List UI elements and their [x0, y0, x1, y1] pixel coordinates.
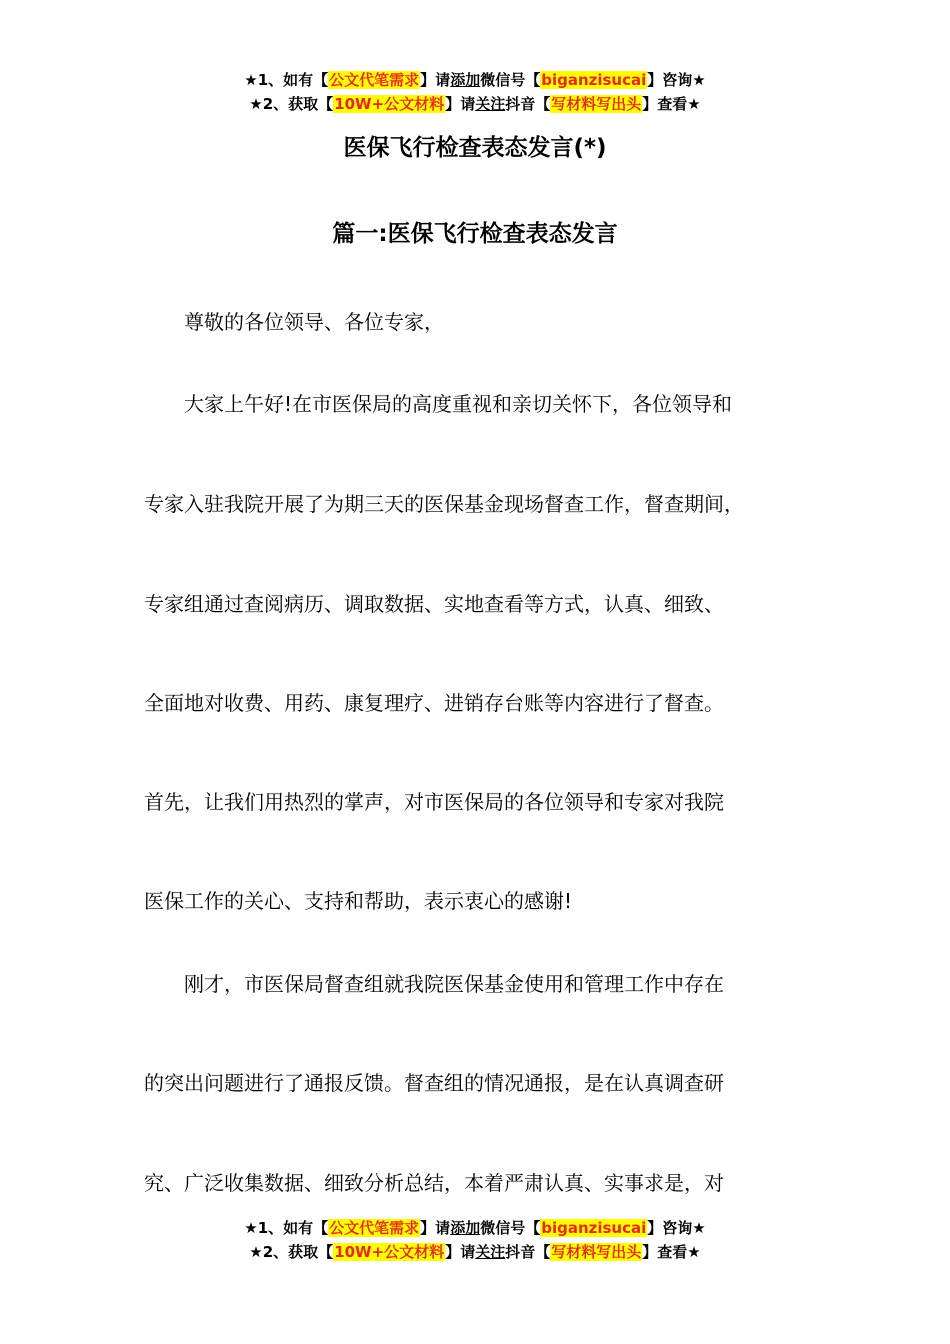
add-underlined: 添加 [450, 1219, 481, 1237]
banner-line-2: ★2、获取【10W+公文材料】请关注抖音【写材料写出头】查看★ [249, 1243, 701, 1261]
service-highlight: 公文代笔需求 [329, 1219, 420, 1237]
wechat-id-highlight: biganzisucai [541, 71, 647, 89]
materials-highlight: 10W+公文材料 [334, 1243, 445, 1261]
footer-banner [0, 1216, 950, 1264]
banner-line-1: ★1、如有【公文代笔需求】请添加微信号【biganzisucai】咨询★ [244, 1219, 706, 1237]
body-line: 专家组通过查阅病历、调取数据、实地查看等方式，认真、细致、 [144, 592, 724, 616]
body-line: 尊敬的各位领导、各位专家， [144, 310, 444, 334]
follow-underlined: 关注 [475, 95, 506, 113]
douyin-id-highlight: 写材料写出头 [551, 1243, 642, 1261]
body-line: 首先，让我们用热烈的掌声，对市医保局的各位领导和专家对我院 [144, 790, 724, 814]
body-line: 医保工作的关心、支持和帮助，表示衷心的感谢! [144, 889, 573, 913]
header-banner [0, 68, 950, 116]
wechat-id-highlight: biganzisucai [541, 1219, 647, 1237]
body-line: 的突出问题进行了通报反馈。督查组的情况通报，是在认真调查研 [144, 1071, 724, 1095]
banner-line-1: ★1、如有【公文代笔需求】请添加微信号【biganzisucai】咨询★ [244, 71, 706, 89]
body-line: 全面地对收费、用药、康复理疗、进销存台账等内容进行了督查。 [144, 691, 724, 715]
body-line: 究、广泛收集数据、细致分析总结，本着严肃认真、实事求是，对 [144, 1171, 724, 1195]
materials-highlight: 10W+公文材料 [334, 95, 445, 113]
banner-line-2: ★2、获取【10W+公文材料】请关注抖音【写材料写出头】查看★ [249, 95, 701, 113]
body-line: 大家上午好!在市医保局的高度重视和亲切关怀下，各位领导和 [144, 392, 733, 416]
document-subtitle: 篇一:医保飞行检查表态发言 [332, 221, 618, 247]
service-highlight: 公文代笔需求 [329, 71, 420, 89]
document-title: 医保飞行检查表态发言(*) [343, 135, 607, 161]
body-line: 刚才，市医保局督查组就我院医保基金使用和管理工作中存在 [144, 972, 724, 996]
follow-underlined: 关注 [475, 1243, 506, 1261]
body-line: 专家入驻我院开展了为期三天的医保基金现场督查工作，督查期间， [144, 492, 744, 516]
add-underlined: 添加 [450, 71, 481, 89]
douyin-id-highlight: 写材料写出头 [551, 95, 642, 113]
